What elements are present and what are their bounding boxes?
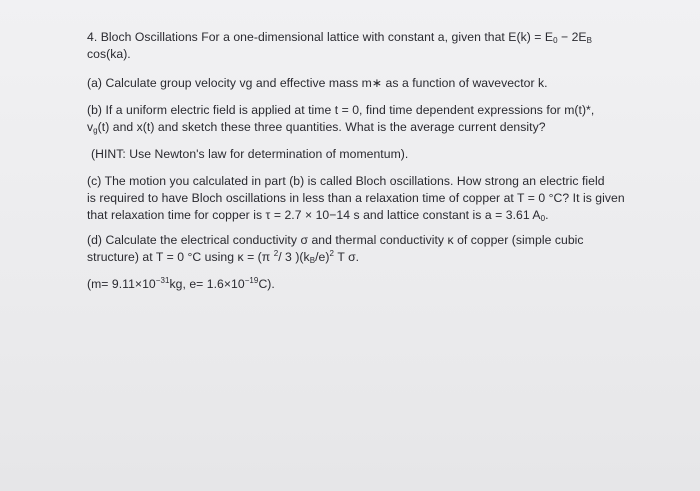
part-d-line-2d: T σ.	[333, 250, 360, 264]
part-d-sub: B	[309, 256, 316, 265]
part-d-sup-2: 2	[329, 249, 334, 258]
title-subscript-b: B	[586, 36, 592, 45]
part-d-line-2b: / 3 )(k	[278, 250, 310, 264]
constants-a: (m= 9.11×10	[87, 277, 156, 291]
part-b-subscript: g	[93, 126, 98, 135]
constants-sup-1: −31	[155, 276, 170, 285]
part-c-line-1: (c) The motion you calculated in part (b) is called Bloch oscillations. How strong an electric field	[87, 174, 605, 188]
part-a: (a) Calculate group velocity vg and effective mass m∗ as a function of wavevector k.	[87, 76, 548, 90]
part-c-line-3-end: .	[545, 208, 549, 222]
title-subscript-0: 0	[553, 36, 558, 45]
part-d-line-2a: structure) at T = 0 °C using κ = (π	[87, 250, 274, 264]
part-d-line-1: (d) Calculate the electrical conductivity σ and thermal conductivity κ of copper (simple cubic	[87, 233, 584, 247]
part-b-line-1: (b) If a uniform electric field is applied at time t = 0, find time dependent expressions for m(t)*,	[87, 103, 595, 117]
constants-b: kg, e= 1.6×10	[169, 277, 245, 291]
part-d-line-2c: /e)	[315, 250, 330, 264]
title-text-c: cos(ka).	[87, 47, 131, 61]
problem-title	[87, 29, 660, 63]
hint: (HINT: Use Newton's law for determination of momentum).	[91, 147, 409, 161]
part-b-v: v	[87, 120, 94, 134]
part-b-line-2: (t) and x(t) and sketch these three quantities. What is the average current density?	[97, 120, 546, 134]
title-text-b: − 2E	[557, 30, 587, 44]
part-c-line-2: is required to have Bloch oscillations in less than a relaxation time of copper at T = 0 °C? It is given	[87, 191, 625, 205]
part-c-subscript: 0	[540, 214, 546, 223]
constants-c: C).	[258, 277, 275, 291]
constants-sup-2: −19	[244, 276, 259, 285]
part-c	[87, 173, 660, 224]
constants	[87, 276, 660, 293]
part-d	[87, 232, 660, 266]
part-d-sup-1: 2	[273, 249, 279, 258]
part-b	[87, 102, 660, 136]
part-c-line-3: that relaxation time for copper is τ = 2.7 × 10−14 s and lattice constant is a = 3.61 A	[87, 208, 541, 222]
title-text-a: 4. Bloch Oscillations For a one-dimensional lattice with constant a, given that E(k) = E	[87, 30, 554, 44]
